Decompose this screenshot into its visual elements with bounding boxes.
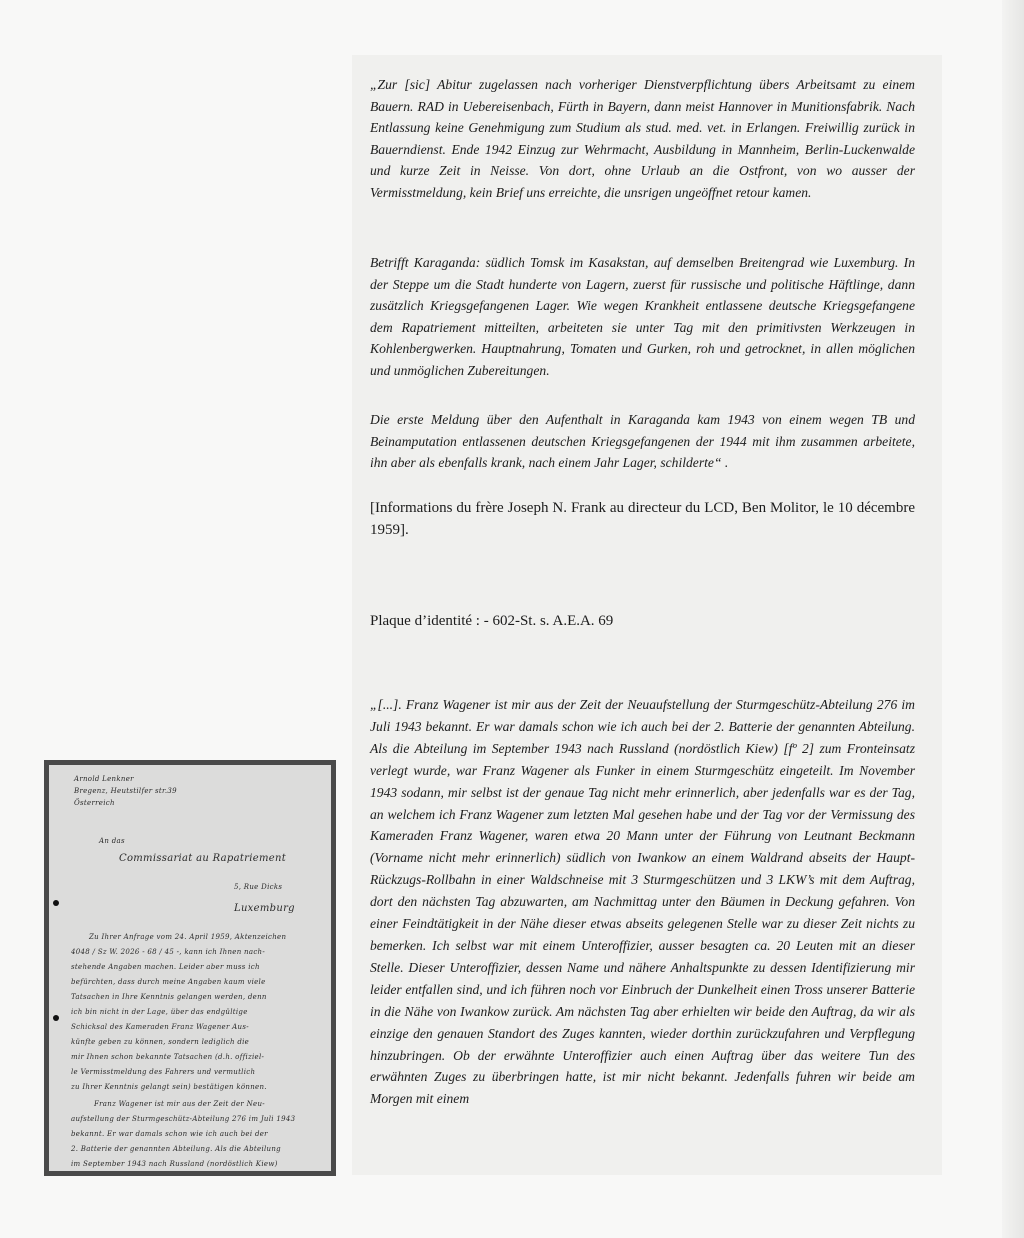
paragraph-source-note: [Informations du frère Joseph N. Frank au directeur du LCD, Ben Molitor, le 10 décembre 1959]. <box>370 500 915 538</box>
letter-line: Zu Ihrer Anfrage vom 24. April 1959, Aktenzeichen <box>89 933 287 941</box>
letter-address-city: Luxemburg <box>234 903 295 914</box>
letter-line: stehende Angaben machen. Leider aber muss ich <box>71 963 260 971</box>
letter-line: künfte geben zu können, sondern lediglich die <box>71 1038 250 1046</box>
page-edge-shadow <box>1002 0 1024 1238</box>
letter-line: zu Ihrer Kenntnis gelangt sein) bestätigen können. <box>71 1083 267 1091</box>
letter-paper <box>49 765 331 1171</box>
letter-sender-line-1: Arnold Lenkner <box>74 775 134 783</box>
handwritten-letter-photo <box>44 760 336 1176</box>
paragraph-first-report: Die erste Meldung über den Aufenthalt in Karaganda kam 1943 von einem wegen TB und Beinamputation entlassenen deutschen Kriegsgefangenen der 1944 mit ihm zusammen arbeitete, ihn aber als ebenfalls krank, nach einem Jahr Lager, schilderte“ . <box>370 412 915 470</box>
paragraph-identity-plate: Plaque d’identité : - 602-St. s. A.E.A. 69 <box>370 613 614 629</box>
letter-recipient: Commissariat au Rapatriement <box>119 853 287 864</box>
letter-line: 2. Batterie der genannten Abteilung. Als die Abteilung <box>71 1145 281 1153</box>
paragraph-karaganda: Betrifft Karaganda: südlich Tomsk im Kasakstan, auf demselben Breitengrad wie Luxemburg. In der Steppe um die Stadt hunderte von Lagern, zuerst für russische und politische Häftlinge, dann zusätzlich Kriegsgefangenen Lager. Wie wegen Krankheit entlassene deutsche Kriegsgefangene dem Rapatriement mitteilten, arbeiteten sie unter Tag mit den primitivsten Werkzeugen in Kohlenbergwerken. Hauptnahrung, Tomaten und Gurken, roh und getrocknet, in allen möglichen und unmöglichen Zubereitungen. <box>370 255 915 378</box>
letter-sender-line-2: Bregenz, Heutstilfer str.39 <box>74 787 177 795</box>
letter-line: Franz Wagener ist mir aus der Zeit der Neu- <box>94 1100 265 1108</box>
letter-line: Tatsachen in Ihre Kenntnis gelangen werden, denn <box>71 993 267 1001</box>
letter-line: mir Ihnen schon bekannte Tatsachen (d.h. offiziel- <box>71 1053 265 1061</box>
paragraph-testimony: „[...]. Franz Wagener ist mir aus der Zeit der Neuaufstellung der Sturmgeschütz-Abteilung 276 im Juli 1943 bekannt. Er war damals schon wie ich auch bei der 2. Batterie der genannten Abteilung. Als die Abteilung im September 1943 nach Russland (nordöstlich Kiew) [fº 2] zum Fronteinsatz verlegt wurde, war Franz Wagener als Funker in einem Sturmgeschütz eingeteilt. Im November 1943 sodann, mir selbst ist der genaue Tag nicht mehr erinnerlich, aber jedenfalls war es der Tag, an welchem ich Franz Wagener zum letzten Mal gesehen habe und der Tag vor der Vermissung des Kameraden Franz Wagener, waren etwa 20 Mann unter der Führung von Leutnant Beckmann (Vorname nicht mehr erinnerlich) südlich von Iwankow an einem Waldrand abseits der Haupt-Rückzugs-Rollbahn in einer Waldschneise mit 3 Sturmgeschützen und 3 LKW’s mit dem Auftrag, dort den nächsten Tag abzuwarten, am Nachmittag unter den Bäumen in Deckung gefahren. Von einer Feindtätigkeit in der Nähe dieser etwas abseits gelegenen Stelle war zu dieser Zeit nichts zu bemerken. Ich selbst war mit einem Unteroffizier, ausser besagten ca. 20 Leuten mit an dieser Stelle. Dieser Unteroffizier, dessen Name und nähere Anhaltspunkte zu dessen Identifizierung mir leider entfallen sind, und ich führen noch vor Einbruch der Dunkelheit einen Tross unserer Batterie in die Nähe von Iwankow zurück. Am nächsten Tag aber erhielten wir beide den Auftrag, da wir als einzige den genauen Standort des Zuges kannten, wieder dorthin zurückzufahren und Verpflegung hinzubringen. Ob der erwähnte Unteroffizier auch einen Auftrag über das weitere Tun des erwähnten Zuges zu überbringen hatte, ist mir nicht bekannt. Jedenfalls fuhren wir beide am Morgen mit einem <box>370 697 915 1107</box>
letter-sender-line-3: Österreich <box>74 799 115 807</box>
letter-address-street: 5, Rue Dicks <box>234 883 283 891</box>
letter-line: befürchten, dass durch meine Angaben kaum viele <box>71 978 266 986</box>
letter-line: 4048 / Sz W. 2026 - 68 / 45 -, kann ich Ihnen nach- <box>71 948 266 956</box>
letter-line: bekannt. Er war damals schon wie ich auch bei der <box>71 1130 268 1138</box>
letter-line: Schicksal des Kameraden Franz Wagener Aus- <box>71 1023 249 1031</box>
letter-line: le Vermisstmeldung des Fahrers und vermutlich <box>71 1068 256 1076</box>
letter-salutation: An das <box>99 837 125 845</box>
letter-line: im September 1943 nach Russland (nordöstlich Kiew) <box>71 1160 278 1168</box>
letter-line: ich bin nicht in der Lage, über das endgültige <box>71 1008 248 1016</box>
punch-hole-top <box>53 900 59 906</box>
paragraph-abitur: „Zur [sic] Abitur zugelassen nach vorheriger Dienstverpflichtung übers Arbeitsamt zu einem Bauern. RAD in Uebereisenbach, Fürth in Bayern, dann meist Hannover in Munitionsfabrik. Nach Entlassung keine Genehmigung zum Studium als stud. med. vet. in Erlangen. Freiwillig zurück in Bauerndienst. Ende 1942 Einzug zur Wehrmacht, Ausbildung in Mannheim, Berlin-Luckenwalde und kurze Zeit in Neisse. Von dort, ohne Urlaub an die Ostfront, von wo ausser der Vermisstmeldung, kein Brief uns erreichte, die unsrigen ungeöffnet retour kamen. <box>370 77 915 200</box>
punch-hole-bottom <box>53 1015 59 1021</box>
letter-line: aufstellung der Sturmgeschütz-Abteilung 276 im Juli 1943 <box>71 1115 296 1123</box>
